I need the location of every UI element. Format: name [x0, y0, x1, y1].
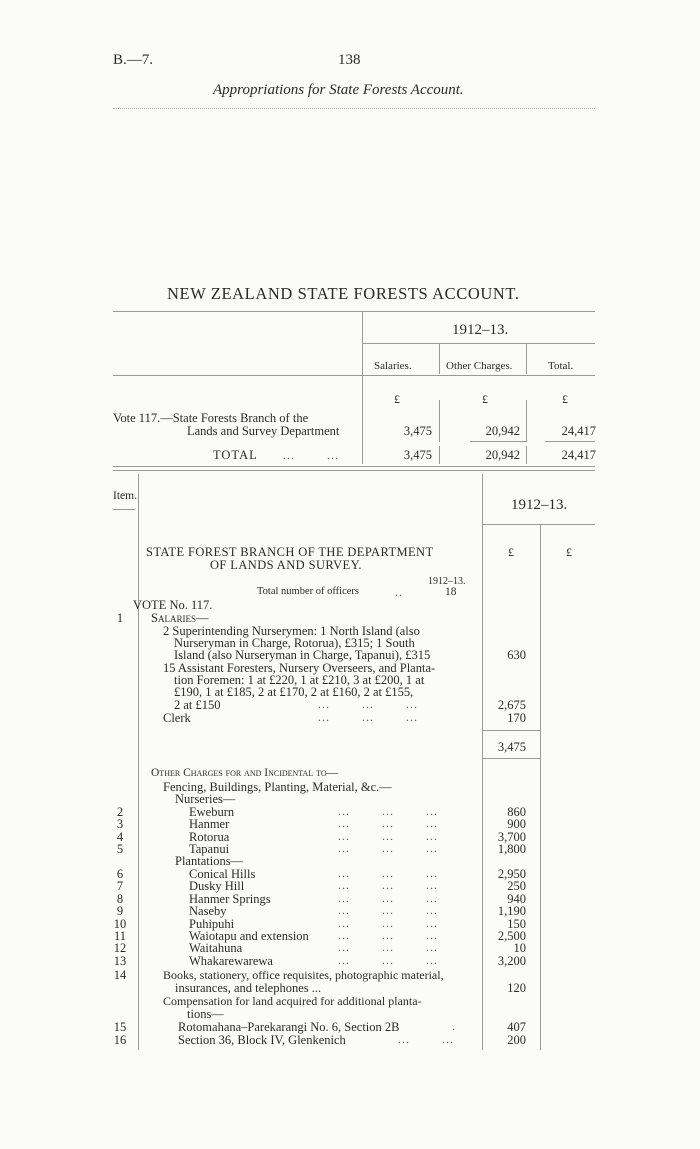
vote-total: 24,417 [561, 424, 596, 438]
line-item-amount: 10 [513, 941, 526, 956]
line-item-name: Rotorua [189, 829, 230, 844]
vote-number: VOTE No. 117. [133, 598, 213, 612]
item-number: 6 [116, 867, 124, 881]
books-amount: 120 [507, 981, 526, 995]
line-item-amount: 940 [507, 891, 526, 906]
vote-salaries: 3,475 [403, 424, 432, 438]
sum-rule-other [470, 441, 526, 442]
salary-amount: 630 [507, 648, 526, 662]
item-number: 10 [113, 916, 127, 931]
salary-text-line: £190, 1 at £185, 2 at £170, 2 at £160, 2 at £155, [174, 685, 414, 699]
salaries-total: 3,475 [497, 740, 526, 754]
summary-bottom-rule [113, 466, 595, 467]
salary-amount: 2,675 [497, 698, 526, 712]
line-item-amount: 150 [507, 916, 526, 931]
currency-total: £ [562, 392, 568, 406]
item-number: 2 [116, 805, 124, 819]
item-number: 15 [113, 1020, 127, 1034]
line-item-amount: 860 [507, 805, 526, 819]
summary-top-rule [113, 311, 595, 312]
leader-dots: ... ... ... [338, 866, 438, 880]
line-item-amount: 900 [507, 817, 526, 832]
item-number: 16 [113, 1033, 127, 1047]
clerk-amount: 170 [507, 711, 526, 725]
page-heading: Appropriations for State Forests Account. [213, 82, 464, 98]
leader-dots: . [452, 1019, 456, 1033]
item-number: 12 [113, 941, 127, 956]
item-number: 3 [116, 817, 124, 832]
item-number: 1 [116, 611, 124, 625]
line-item-name: Rotomahana–Parekarangi No. 6, Section 2B [178, 1020, 400, 1034]
line-item-amount: 2,500 [497, 929, 526, 943]
colhead-rule [113, 375, 595, 376]
line-item-name: Whakarewarewa [189, 953, 273, 968]
line-item-name: Tapanui [189, 842, 230, 857]
total-total: 24,417 [561, 448, 596, 462]
salary-text-line: 15 Assistant Foresters, Nursery Overseers, and Planta- [163, 661, 436, 675]
leader-dots: ... ... [398, 1032, 454, 1046]
leader-dots: ... ... ... [338, 816, 438, 831]
salaries-heading: Salaries— [151, 611, 209, 625]
officers-leader: .. [395, 585, 403, 599]
leader-dots: ... ... ... [318, 710, 418, 724]
officers-label: Total number of officers [257, 586, 359, 597]
total-leader: ... ... [283, 448, 339, 462]
account-title: NEW ZEALAND STATE FORESTS ACCOUNT. [167, 284, 520, 303]
vote-label-line2: Lands and Survey Department [187, 424, 340, 438]
col-other-charges: Other Charges. [446, 360, 513, 372]
vote-label-line1: Vote 117.—State Forests Branch of the [113, 411, 309, 425]
line-item-amount: 3,200 [497, 953, 526, 968]
col-salaries: Salaries. [374, 360, 412, 372]
total-label: TOTAL [213, 448, 258, 462]
leader-dots: ... ... ... [338, 890, 438, 905]
officers-year: 1912–13. [428, 576, 466, 587]
currency-salaries: £ [394, 392, 400, 406]
detail-currency-2: £ [566, 545, 572, 559]
leader-dots: ... ... ... [338, 928, 438, 942]
line-item-amount: 2,950 [497, 867, 526, 881]
plantations-heading: Plantations— [175, 854, 244, 868]
line-item-name: Hanmer Springs [189, 891, 271, 906]
item-column-divider [138, 474, 139, 1050]
salary-text-line: tion Foremen: 1 at £220, 1 at £210, 3 at £200, 1 at [174, 673, 425, 687]
leader-dots: ... ... ... [338, 903, 438, 918]
col-divider-1 [439, 344, 440, 374]
salaries-total-rule [483, 758, 540, 759]
line-item-name: Hanmer [189, 817, 230, 832]
col-divider-2 [526, 344, 527, 374]
col-total: Total. [548, 360, 574, 372]
item-number: 7 [116, 879, 124, 894]
summary-bottom-rule-2 [113, 470, 595, 471]
leader-dots: ... ... ... [338, 952, 438, 967]
currency-other: £ [482, 392, 488, 406]
salary-text-line: Nurseryman in Charge, Rotorua), £315; 1 South [174, 636, 415, 650]
col-divider-1c [439, 446, 440, 464]
officers-count: 18 [445, 586, 457, 598]
salaries-sum-rule [483, 730, 540, 731]
leader-dots: ... ... ... [338, 841, 438, 856]
col-divider-2b [526, 400, 527, 442]
compensation-line1: Compensation for land acquired for additional planta- [163, 994, 422, 1008]
line-item-name: Section 36, Block IV, Glenkenich [178, 1033, 346, 1047]
line-item-amount: 407 [507, 1020, 526, 1034]
line-item-amount: 250 [507, 879, 526, 894]
fencing-heading: Fencing, Buildings, Planting, Material, &c.— [163, 780, 392, 794]
total-salaries: 3,475 [403, 448, 432, 462]
item-number: 5 [116, 842, 124, 857]
branch-title-line1: STATE FOREST BRANCH OF THE DEPARTMENT [146, 545, 434, 559]
col-divider-1b [439, 400, 440, 442]
branch-title-line2: OF LANDS AND SURVEY. [210, 558, 362, 572]
summary-year: 1912–13. [452, 322, 509, 338]
books-line1: Books, stationery, office requisites, photographic material, [163, 968, 444, 982]
line-item-amount: 1,800 [497, 842, 526, 857]
total-other: 20,942 [485, 448, 520, 462]
item-number: 9 [116, 904, 124, 919]
year-rule [363, 343, 595, 344]
item-number: 11 [113, 929, 127, 943]
line-item-name: Waiotapu and extension [189, 929, 309, 943]
detail-currency-1: £ [508, 545, 514, 559]
leader-dots: ... ... ... [338, 828, 438, 843]
col-divider-2c [526, 446, 527, 464]
leader-dots: ... ... ... [338, 940, 438, 955]
other-charges-heading: Other Charges for and Incidental to— [151, 767, 339, 779]
header-rule [113, 108, 595, 109]
detail-year: 1912–13. [511, 497, 568, 513]
line-item-name: Dusky Hill [189, 879, 245, 894]
amount-subcolumn-divider [540, 525, 541, 1050]
line-item-amount: 1,190 [497, 904, 526, 919]
salary-text-line: 2 Superintending Nurserymen: 1 North Island (also [163, 624, 420, 638]
salary-text-line: 2 at £150 [174, 698, 221, 712]
item-number: 4 [116, 829, 124, 844]
salary-text-line: Island (also Nurseryman in Charge, Tapanui), £315 [174, 648, 431, 662]
nurseries-heading: Nurseries— [175, 792, 236, 806]
detail-year-rule [483, 524, 595, 525]
line-item-amount: 200 [507, 1033, 526, 1047]
item-number: 13 [113, 953, 127, 968]
line-item-amount: 3,700 [497, 829, 526, 844]
vote-other: 20,942 [485, 424, 520, 438]
document-code: B.—7. [113, 52, 154, 68]
leader-dots: ... ... ... [338, 878, 438, 893]
compensation-line2: tions— [187, 1007, 224, 1021]
leader-dots: ... ... ... [318, 697, 418, 711]
item-header: Item. [113, 490, 137, 502]
clerk-label: Clerk [163, 711, 191, 725]
page-number: 138 [338, 52, 361, 68]
sum-rule-total [545, 441, 595, 442]
line-item-name: Conical Hills [189, 867, 256, 881]
item-number: 8 [116, 891, 124, 906]
books-line2: insurances, and telephones ... [175, 981, 322, 995]
item-header-rule [113, 509, 135, 510]
item-number: 14 [113, 968, 127, 982]
line-item-name: Naseby [189, 904, 227, 919]
summary-divider [362, 312, 363, 464]
line-item-name: Eweburn [189, 805, 235, 819]
line-item-name: Waitahuna [189, 941, 243, 956]
line-item-name: Puhipuhi [189, 916, 235, 931]
leader-dots: ... ... ... [338, 804, 438, 818]
leader-dots: ... ... ... [338, 915, 438, 930]
